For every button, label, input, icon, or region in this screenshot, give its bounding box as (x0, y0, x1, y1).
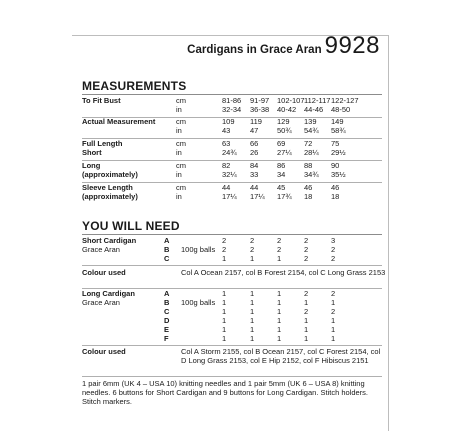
you-will-need-heading: YOU WILL NEED (82, 219, 180, 233)
size-value: 109 (222, 117, 235, 126)
ball-count: 1 (222, 307, 227, 316)
divider (82, 234, 382, 235)
size-value: 90 (331, 161, 340, 170)
size-value: 66 (250, 139, 259, 148)
ball-count: 2 (304, 245, 309, 254)
unit-label: in (176, 170, 182, 179)
size-value: 32¼ (222, 170, 237, 179)
row-label: Sleeve Length (82, 183, 133, 192)
size-value: 44 (222, 183, 231, 192)
colour-letter: F (164, 334, 169, 343)
size-value: 29½ (331, 148, 346, 157)
ball-count: 2 (304, 307, 309, 316)
yarn-label: Grace Aran (82, 298, 120, 307)
ball-count: 2 (331, 245, 336, 254)
colour-used-text: Col A Storm 2155, col B Ocean 2157, col C Forest 2154, col D Long Grass 2153, col E Hip 2152, col F Hibiscus 2151 (181, 347, 381, 365)
size-value: 33 (250, 170, 259, 179)
measurement-row (82, 184, 382, 204)
ball-count: 2 (250, 236, 255, 245)
size-value: 43 (222, 126, 231, 135)
size-value: 44 (250, 183, 259, 192)
ball-count: 1 (250, 307, 255, 316)
size-value: 82 (222, 161, 231, 170)
ball-count: 1 (222, 289, 227, 298)
ball-count: 1 (250, 316, 255, 325)
ball-count: 1 (250, 325, 255, 334)
ball-count: 1 (277, 307, 282, 316)
row-sublabel: Short (82, 148, 102, 157)
unit-label: cm (176, 96, 186, 105)
ball-count: 1 (222, 334, 227, 343)
size-value: 88 (304, 161, 313, 170)
size-value: 81-86 (222, 96, 242, 105)
size-value: 45 (277, 183, 286, 192)
divider (82, 345, 382, 346)
size-value: 129 (277, 117, 290, 126)
ball-count: 1 (277, 289, 282, 298)
ball-count: 1 (331, 325, 336, 334)
unit-label: in (176, 105, 182, 114)
divider (82, 265, 382, 266)
row-label: Actual Measurement (82, 117, 156, 126)
yarn-label: Grace Aran (82, 245, 120, 254)
colour-letter: B (164, 298, 170, 307)
size-value: 46 (331, 183, 340, 192)
size-value: 26 (250, 148, 259, 157)
size-value: 18 (331, 192, 340, 201)
colour-used-row (82, 348, 382, 376)
size-value: 48-50 (331, 105, 351, 114)
size-value: 17¾ (277, 192, 292, 201)
row-sublabel: (approximately) (82, 170, 138, 179)
colour-letter: E (164, 325, 170, 334)
ball-count: 1 (250, 334, 255, 343)
size-value: 36-38 (250, 105, 270, 114)
pattern-header (187, 32, 380, 60)
unit-label: in (176, 148, 182, 157)
colour-letter: D (164, 316, 170, 325)
colour-letter: A (164, 289, 170, 298)
row-label: Full Length (82, 139, 123, 148)
ball-count: 1 (222, 254, 227, 263)
pattern-title: Cardigans in Grace Aran (187, 44, 322, 56)
size-value: 63 (222, 139, 231, 148)
size-value: 72 (304, 139, 313, 148)
divider (82, 94, 382, 95)
size-value: 84 (250, 161, 259, 170)
measurement-row (82, 97, 382, 117)
size-value: 17¼ (222, 192, 237, 201)
long-cardigan-block (82, 290, 382, 344)
colour-letter: B (164, 245, 170, 254)
ball-count: 1 (277, 316, 282, 325)
size-value: 86 (277, 161, 286, 170)
cardigan-label: Long Cardigan (82, 289, 135, 298)
ball-count: 2 (250, 245, 255, 254)
row-label: To Fit Bust (82, 96, 121, 105)
ball-count: 1 (304, 316, 309, 325)
balls-label: 100g balls (181, 298, 216, 307)
ball-count: 2 (331, 289, 336, 298)
short-cardigan-block (82, 237, 382, 264)
size-value: 112-117 (304, 96, 331, 105)
size-value: 17¼ (250, 192, 265, 201)
unit-label: cm (176, 183, 186, 192)
ball-count: 3 (331, 236, 336, 245)
ball-count: 1 (222, 325, 227, 334)
size-value: 119 (250, 117, 262, 126)
size-value: 91-97 (250, 96, 270, 105)
ball-count: 1 (277, 325, 282, 334)
ball-count: 2 (331, 307, 336, 316)
colour-used-label: Colour used (82, 268, 126, 277)
needles-note: 1 pair 6mm (UK 4 – USA 10) knitting needles and 1 pair 5mm (UK 6 – USA 8) knitting needles. 6 buttons for Short Cardigan and 9 buttons for Long Cardigan. Stitch holders. Stitch markers. (82, 379, 369, 406)
colour-letter: C (164, 254, 170, 263)
ball-count: 1 (277, 334, 282, 343)
size-value: 139 (304, 117, 317, 126)
unit-label: in (176, 192, 182, 201)
ball-count: 2 (304, 289, 309, 298)
ball-count: 1 (277, 298, 282, 307)
size-value: 27¼ (277, 148, 292, 157)
ball-count: 1 (222, 316, 227, 325)
unit-label: in (176, 126, 182, 135)
size-value: 28¼ (304, 148, 319, 157)
ball-count: 1 (304, 325, 309, 334)
size-value: 58¾ (331, 126, 346, 135)
unit-label: cm (176, 161, 186, 170)
size-value: 122-127 (331, 96, 359, 105)
size-value: 47 (250, 126, 259, 135)
ball-count: 1 (250, 254, 255, 263)
size-value: 54¾ (304, 126, 319, 135)
size-value: 34 (277, 170, 286, 179)
ball-count: 2 (304, 236, 309, 245)
size-value: 44-46 (304, 105, 324, 114)
colour-letter: C (164, 307, 170, 316)
size-value: 35½ (331, 170, 346, 179)
size-value: 102-107 (277, 96, 305, 105)
unit-label: cm (176, 117, 186, 126)
size-value: 149 (331, 117, 344, 126)
size-value: 75 (331, 139, 340, 148)
size-value: 24¾ (222, 148, 237, 157)
ball-count: 2 (222, 245, 227, 254)
size-value: 18 (304, 192, 313, 201)
measurement-row (82, 140, 382, 160)
size-value: 69 (277, 139, 286, 148)
ball-count: 1 (331, 316, 336, 325)
ball-count: 1 (331, 334, 336, 343)
ball-count: 1 (304, 334, 309, 343)
colour-letter: A (164, 236, 170, 245)
ball-count: 1 (222, 298, 227, 307)
ball-count: 2 (304, 254, 309, 263)
ball-count: 2 (222, 236, 227, 245)
ball-count: 1 (304, 298, 309, 307)
balls-label: 100g balls (181, 245, 216, 254)
ball-count: 1 (331, 298, 336, 307)
row-label: Long (82, 161, 101, 170)
unit-label: cm (176, 139, 186, 148)
size-value: 40-42 (277, 105, 297, 114)
size-value: 46 (304, 183, 313, 192)
size-value: 50¾ (277, 126, 292, 135)
ball-count: 1 (277, 254, 282, 263)
ball-count: 1 (250, 289, 255, 298)
row-sublabel: (approximately) (82, 192, 138, 201)
measurement-row (82, 162, 382, 182)
ball-count: 2 (277, 245, 282, 254)
size-value: 32-34 (222, 105, 242, 114)
cardigan-label: Short Cardigan (82, 236, 137, 245)
ball-count: 2 (277, 236, 282, 245)
pattern-number: 9928 (324, 32, 380, 59)
ball-count: 1 (250, 298, 255, 307)
pattern-sheet (72, 32, 389, 431)
ball-count: 2 (331, 254, 336, 263)
colour-used-text: Col A Ocean 2157, col B Forest 2154, col C Long Grass 2153 (181, 268, 386, 277)
measurements-heading: MEASUREMENTS (82, 79, 187, 93)
divider (82, 376, 382, 377)
colour-used-label: Colour used (82, 347, 126, 356)
size-value: 34¾ (304, 170, 319, 179)
measurement-row (82, 118, 382, 138)
